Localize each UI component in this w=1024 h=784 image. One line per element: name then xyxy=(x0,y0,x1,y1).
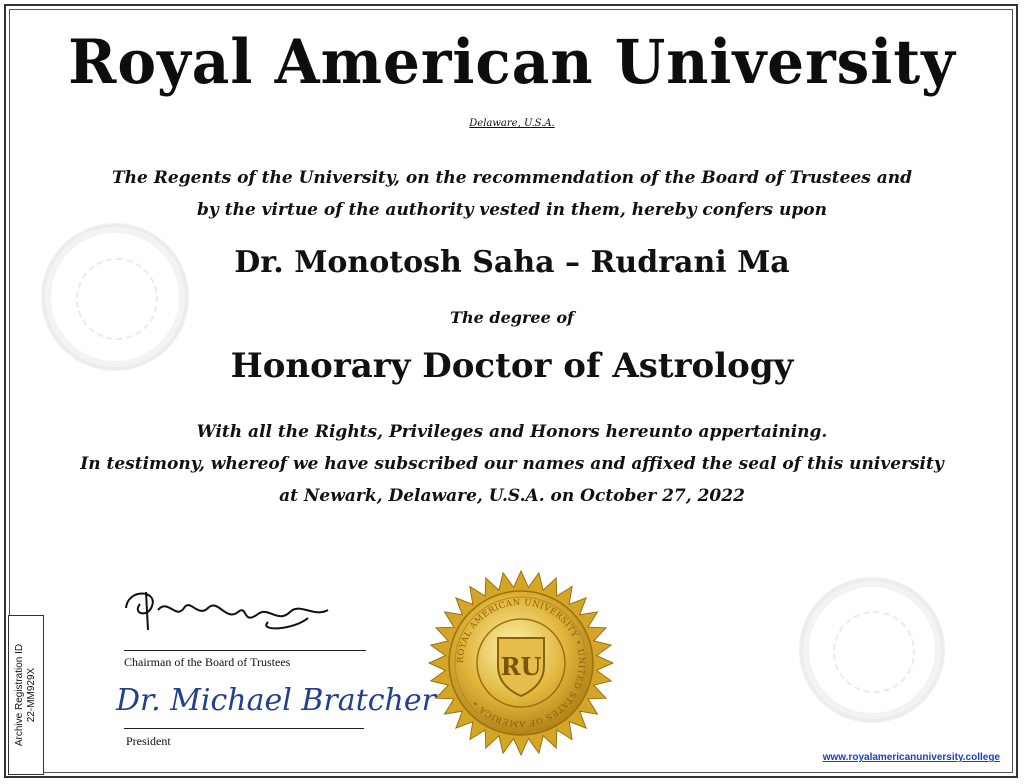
preamble-line-1: The Regents of the University, on the recommendation of the Board of Trustees and xyxy=(112,168,912,188)
president-title: President xyxy=(126,734,171,748)
archive-registration-box xyxy=(8,615,44,775)
gold-university-seal xyxy=(426,568,616,758)
notary-emboss-left xyxy=(42,224,188,370)
seal-monogram: RU xyxy=(500,652,542,681)
seal-ring-text: ROYAL AMERICAN UNIVERSITY • UNITED STATES OF AMERICA • xyxy=(455,597,587,729)
chairman-signature-line xyxy=(124,650,366,651)
website-link[interactable]: www.royalamericanuniversity.college xyxy=(822,752,1000,763)
president-signature-line xyxy=(124,728,364,729)
preamble-line-2: by the virtue of the authority vested in them, hereby confers upon xyxy=(197,200,827,220)
archive-text xyxy=(14,644,38,746)
archive-id: 22-MM929X xyxy=(26,667,37,723)
chairman-title: Chairman of the Board of Trustees xyxy=(124,655,291,669)
recipient-name: Dr. Monotosh Saha – Rudrani Ma xyxy=(234,245,790,280)
testimony-line-1: In testimony, whereof we have subscribed our names and affixed the seal of this university xyxy=(80,454,944,474)
testimony-line-2: at Newark, Delaware, U.S.A. on October 27, 2022 xyxy=(279,486,745,506)
institution-title: Royal American University xyxy=(68,26,956,98)
rights-line: With all the Rights, Privileges and Honors hereunto appertaining. xyxy=(196,422,828,442)
degree-intro: The degree of xyxy=(450,308,574,327)
president-signature xyxy=(114,676,436,726)
emboss-seal-right xyxy=(800,578,944,722)
chairman-signature xyxy=(118,578,368,648)
institution-location: Delaware, U.S.A. xyxy=(469,118,555,129)
president-signature-text: Dr. Michael Bratcher xyxy=(116,683,436,718)
degree-title: Honorary Doctor of Astrology xyxy=(230,346,794,386)
archive-label: Archive Registration ID xyxy=(14,643,25,747)
